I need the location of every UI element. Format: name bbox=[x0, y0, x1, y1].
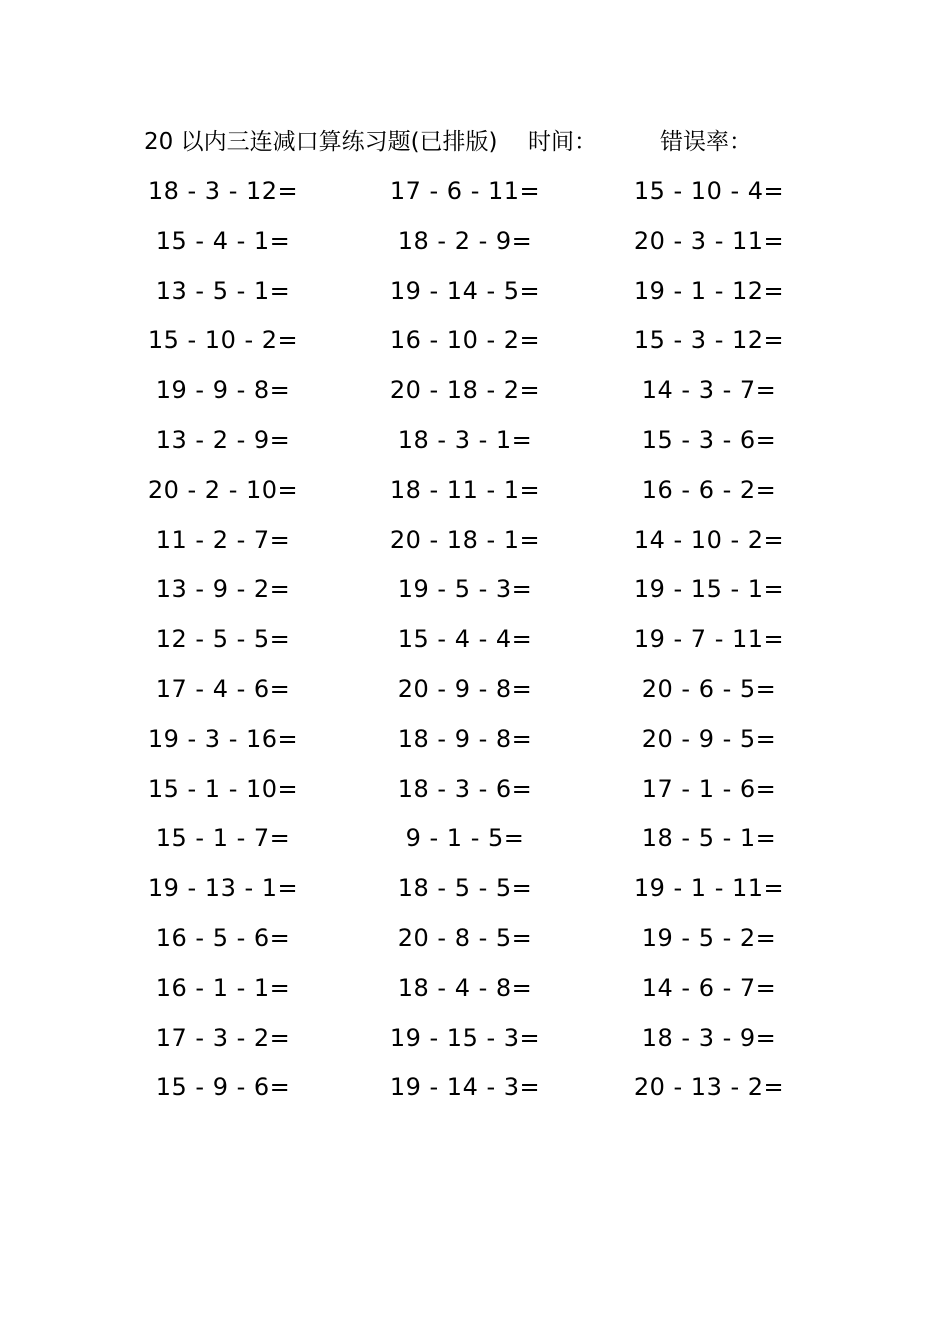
math-problem: 20 - 8 - 5= bbox=[397, 923, 533, 952]
math-problem: 15 - 1 - 7= bbox=[155, 824, 291, 853]
math-problem: 12 - 5 - 5= bbox=[155, 625, 291, 654]
problem-row bbox=[0, 1020, 950, 1070]
math-problem: 19 - 15 - 1= bbox=[633, 575, 785, 604]
math-problem: 18 - 5 - 5= bbox=[397, 874, 533, 903]
math-problem: 20 - 9 - 8= bbox=[397, 674, 533, 703]
math-problem: 18 - 4 - 8= bbox=[397, 973, 533, 1002]
math-problem: 18 - 5 - 1= bbox=[641, 824, 777, 853]
problem-row bbox=[0, 621, 950, 671]
math-problem: 19 - 15 - 3= bbox=[389, 1023, 541, 1052]
math-problem: 16 - 6 - 2= bbox=[641, 475, 777, 504]
math-problem: 17 - 1 - 6= bbox=[641, 774, 777, 803]
math-problem: 15 - 4 - 4= bbox=[397, 625, 533, 654]
problem-row bbox=[0, 771, 950, 821]
math-problem: 16 - 1 - 1= bbox=[155, 973, 291, 1002]
math-problem: 16 - 5 - 6= bbox=[155, 923, 291, 952]
math-problem: 15 - 1 - 10= bbox=[147, 774, 299, 803]
math-problem: 17 - 3 - 2= bbox=[155, 1023, 291, 1052]
math-problem: 9 - 1 - 5= bbox=[405, 824, 525, 853]
problem-row bbox=[0, 671, 950, 721]
math-problem: 15 - 3 - 6= bbox=[641, 425, 777, 454]
problem-row bbox=[0, 372, 950, 422]
problem-row bbox=[0, 970, 950, 1020]
math-problem: 17 - 4 - 6= bbox=[155, 674, 291, 703]
math-problem: 18 - 11 - 1= bbox=[389, 475, 541, 504]
math-problem: 13 - 2 - 9= bbox=[155, 425, 291, 454]
math-problem: 19 - 13 - 1= bbox=[147, 874, 299, 903]
math-problem: 13 - 5 - 1= bbox=[155, 276, 291, 305]
math-problem: 18 - 9 - 8= bbox=[397, 724, 533, 753]
math-problem: 19 - 14 - 5= bbox=[389, 276, 541, 305]
math-problem: 15 - 4 - 1= bbox=[155, 226, 291, 255]
math-problem: 20 - 6 - 5= bbox=[641, 674, 777, 703]
problem-row bbox=[0, 522, 950, 572]
math-problem: 15 - 10 - 2= bbox=[147, 326, 299, 355]
math-problem: 19 - 1 - 12= bbox=[633, 276, 785, 305]
math-problem: 20 - 13 - 2= bbox=[633, 1073, 785, 1102]
problem-row bbox=[0, 422, 950, 472]
worksheet-title: 20 以内三连减口算练习题(已排版) bbox=[144, 129, 498, 155]
math-problem: 19 - 5 - 2= bbox=[641, 923, 777, 952]
math-problem: 20 - 9 - 5= bbox=[641, 724, 777, 753]
math-problem: 20 - 2 - 10= bbox=[147, 475, 299, 504]
problem-grid bbox=[0, 173, 950, 1119]
problem-row bbox=[0, 721, 950, 771]
math-problem: 13 - 9 - 2= bbox=[155, 575, 291, 604]
problem-row bbox=[0, 1069, 950, 1119]
math-problem: 18 - 3 - 12= bbox=[147, 177, 299, 205]
math-problem: 15 - 10 - 4= bbox=[633, 177, 785, 205]
math-problem: 20 - 3 - 11= bbox=[633, 226, 785, 255]
math-problem: 14 - 10 - 2= bbox=[633, 525, 785, 554]
problem-row bbox=[0, 223, 950, 273]
math-problem: 19 - 5 - 3= bbox=[397, 575, 533, 604]
problem-row bbox=[0, 472, 950, 522]
math-problem: 18 - 3 - 9= bbox=[641, 1023, 777, 1052]
math-problem: 14 - 6 - 7= bbox=[641, 973, 777, 1002]
math-problem: 19 - 14 - 3= bbox=[389, 1073, 541, 1102]
math-problem: 19 - 1 - 11= bbox=[633, 874, 785, 903]
problem-row bbox=[0, 870, 950, 920]
problem-row bbox=[0, 273, 950, 323]
math-problem: 20 - 18 - 1= bbox=[389, 525, 541, 554]
math-problem: 19 - 7 - 11= bbox=[633, 625, 785, 654]
math-problem: 20 - 18 - 2= bbox=[389, 376, 541, 405]
math-problem: 14 - 3 - 7= bbox=[641, 376, 777, 405]
math-problem: 16 - 10 - 2= bbox=[389, 326, 541, 355]
math-problem: 19 - 9 - 8= bbox=[155, 376, 291, 405]
math-problem: 17 - 6 - 11= bbox=[389, 177, 541, 205]
problem-row bbox=[0, 173, 950, 223]
problem-row bbox=[0, 820, 950, 870]
math-problem: 11 - 2 - 7= bbox=[155, 525, 291, 554]
math-problem: 19 - 3 - 16= bbox=[147, 724, 299, 753]
problem-row bbox=[0, 571, 950, 621]
problem-row bbox=[0, 920, 950, 970]
math-problem: 18 - 3 - 6= bbox=[397, 774, 533, 803]
problem-row bbox=[0, 322, 950, 372]
worksheet-header bbox=[0, 124, 950, 160]
math-problem: 15 - 9 - 6= bbox=[155, 1073, 291, 1102]
math-problem: 18 - 2 - 9= bbox=[397, 226, 533, 255]
math-problem: 15 - 3 - 12= bbox=[633, 326, 785, 355]
math-problem: 18 - 3 - 1= bbox=[397, 425, 533, 454]
error-rate-label: 错误率： bbox=[660, 129, 752, 155]
time-label: 时间： bbox=[528, 129, 597, 155]
